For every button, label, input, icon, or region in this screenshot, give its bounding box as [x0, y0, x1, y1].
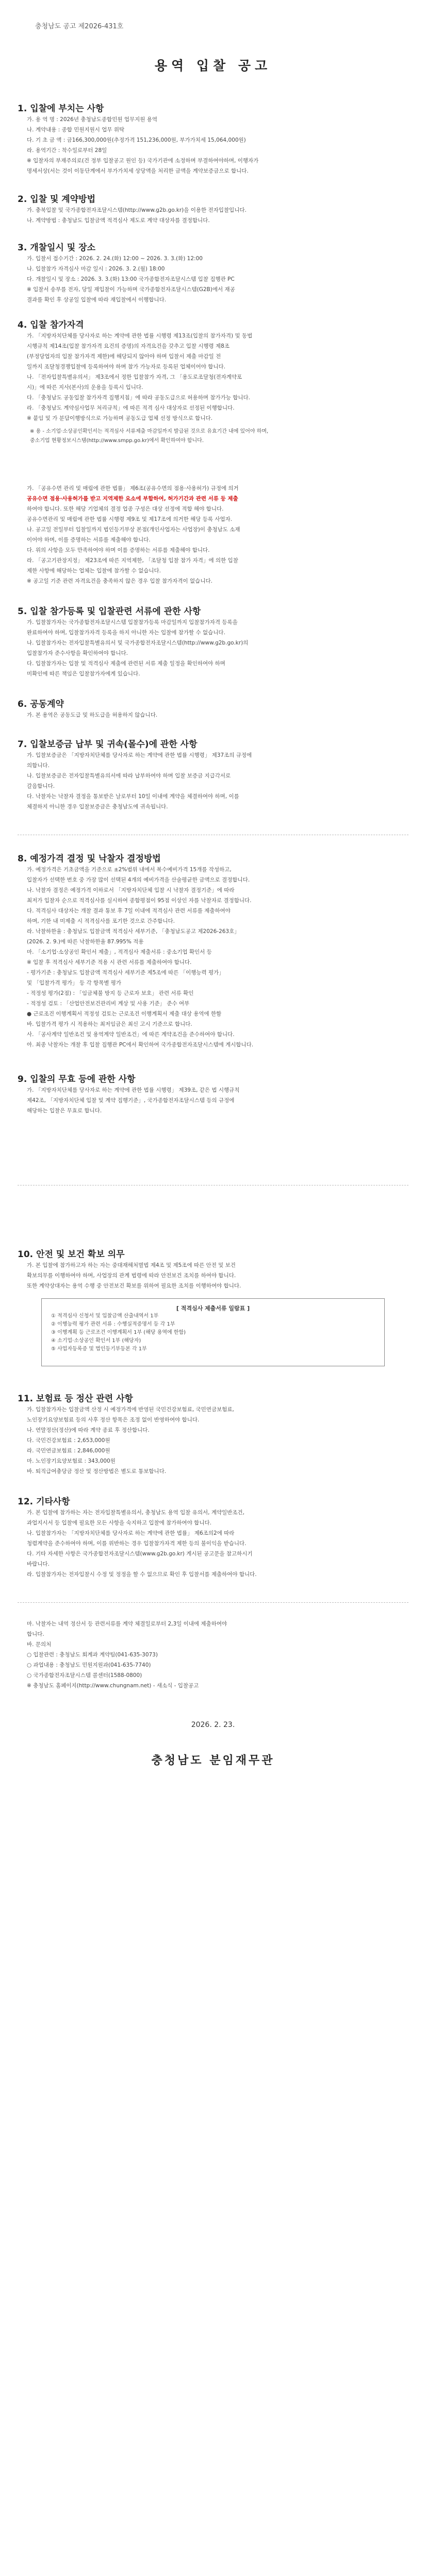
section-4-line: ※ 붙임 및 가 분담이행방식으로 가능하며 공동도급 업체 선정 방식으로 합니다. [27, 415, 212, 421]
section-12b-line: ※ 충청남도 홈페이지(http://www.chungnam.net) - 새소식 - 입찰공고 [27, 1683, 199, 1689]
section-3-line: 다. 개찰일시 및 장소 : 2026. 3. 3.(화) 13:00 국가종합전자조달시스템 입찰 집행관 PC [27, 276, 235, 282]
section-1-line: 라. 용역기간 : 착수일로부터 28일 [27, 147, 107, 154]
section-8-line: 입찰자가 선택한 번호 중 가장 많이 선택된 4개의 예비가격을 산술평균한 금액으로 결정합니다. [27, 877, 250, 883]
section-title-12: 12. 기타사항 [18, 1497, 70, 1507]
section-12-line: 과업지시서 등 입찰에 필요한 모든 사항을 숙지하고 입찰에 참가하여야 합니다. [27, 1520, 211, 1526]
section-8-line: 라. 낙찰하한율 : 충청남도 입찰금액 적격심사 세부기준, 「충청남도공고 제2026-263호」 [27, 928, 240, 935]
section-title-7: 7. 입찰보증금 납부 및 귀속(몰수)에 관한 사항 [18, 739, 198, 750]
section-12b-line: 마. 낙찰자는 내역 정산서 등 관련서류를 계약 체결일로부터 2,3일 이내에 제출하여야 [27, 1621, 227, 1627]
section-5-line: 완료하여야 하며, 입찰참가자격 등록을 하지 아니한 자는 입찰에 참가할 수 없습니다. [27, 630, 225, 636]
section-12-line: 가. 본 입찰에 참가하는 자는 전자입찰특별유의서, 충청남도 용역 입찰 유의서, 계약일반조건, [27, 1510, 245, 1516]
section-title-3: 3. 개찰일시 및 장소 [18, 243, 95, 253]
box-title: [ 적격심사 제출서류 일람표 ] [176, 1305, 250, 1312]
section-3-line: 가. 입찰서 접수기간 : 2026. 2. 24.(화) 12:00 ~ 2026. 3. 3.(화) 12:00 [27, 256, 203, 262]
section-8-line: 마. 「소기업·소상공인 확인서 제출」, 적격심사 제출서류 : 중소기업 확인서 등 [27, 949, 212, 955]
section-title-6: 6. 공동계약 [18, 699, 64, 709]
section-12b-line: 바. 문의처 [27, 1641, 52, 1648]
section-4b-line: 하여야 합니다. 또한 해당 기업체의 결정 업종 구성은 대상 선정에 적합 해야 합니다. [27, 506, 224, 512]
section-8-line: 바. 입찰가격 평가 시 적용하는 최저임금은 최신 고시 기준으로 합니다. [27, 1021, 192, 1027]
section-7-line: 가. 입찰보증금은 「지방자치단체를 당사자로 하는 계약에 관한 법률 시행령」 제37조의 규정에 [27, 752, 252, 758]
section-title-4: 4. 입찰 참가자격 [18, 320, 84, 330]
section-4-line: 다. 「충청남도 공동입찰 참가자격 집행지침」에 따라 공동도급으로 허용하며 참가가능 합니다. [27, 395, 251, 401]
section-12b-line: 합니다. [27, 1631, 44, 1637]
section-7-line: 나. 입찰보증금은 전자입찰특별유의서에 따라 납부하여야 하며 입찰 보증금 지급각서로 [27, 773, 231, 779]
section-8-line: 사. 「공사계약 일반조건 및 용역계약 일반조건」에 따른 계약조건을 준수하여야 합니다. [27, 1031, 235, 1038]
section-11-line: 마. 노인장기요양보험료 : 343,000원 [27, 1458, 116, 1464]
section-2-line: 가. 충북입찰 및 국가종합전자조달시스템(http://www.g2b.go.kr)을 이용한 전자입찰입니다. [27, 207, 247, 213]
section-10-line: 가. 본 입찰에 참가하고자 하는 자는 중대재해처벌법 제4조 및 제5조에 따른 안전 및 보건 [27, 1262, 236, 1268]
section-8-line: 가. 예정가격은 기초금액을 기준으로 ±2%범위 내에서 복수예비가격 15개를 작성하고, [27, 867, 232, 873]
box-line: ⑤ 사업자등록증 및 법인등기부등본 각 1부 [51, 1346, 147, 1352]
section-12b-line: ○ 입찰관련 : 충청남도 회계과 계약팀(041-635-3073) [27, 1652, 158, 1658]
section-12-line: 청렴계약을 준수하여야 하며, 이를 위반하는 경우 입찰참가자격 제한 등의 불이익을 받습니다. [27, 1540, 247, 1547]
section-title-8: 8. 예정가격 결정 및 낙찰자 결정방법 [18, 854, 161, 864]
section-4b-line: 이어야 하며, 이를 증명하는 서류를 제출해야 합니다. [27, 537, 151, 543]
box-line: ① 적격심사 신청서 및 입찰금액 산출내역서 1부 [51, 1313, 159, 1319]
section-4-line: 나. 「전자입찰특별유의서」 제3조에서 정한 입찰참가 자격, 그 「용도로조달청(전자계약포 [27, 374, 242, 380]
section-4b-line: 나. 공고일 전일부터 입찰일까지 법인등기부상 본점(개인사업자는 사업장)이 충청남도 소재 [27, 527, 240, 533]
section-1-line: 나. 계약내용 : 종합 민원지원시 업무 위탁 [27, 127, 125, 133]
section-4b-line: 다. 위의 사항을 모두 만족하여야 하며 이를 증명하는 서류를 제출해야 합니다. [27, 547, 210, 553]
section-3-line: 나. 입찰참가 자격심사 마감 일시 : 2026. 3. 2.(월) 18:00 [27, 266, 165, 272]
section-4-note: ※ 용 - 소기업·소상공인확인서는 적격심사 서류제출 마감일까지 발급된 것으로 유효기간 내에 있어야 하며, [30, 429, 269, 434]
section-8-line: ● 근로조건 이행계획서 적정성 검토는 근로조건 이행계획서 제출 대상 용역에 한함 [27, 1011, 222, 1017]
section-7-line: 다. 낙찰자는 낙찰자 결정을 통보받은 날로부터 10일 이내에 계약을 체결하여야 하며, 이를 [27, 793, 239, 800]
section-4-note: 중소기업 현황정보시스템(http://www.smpp.go.kr)에서 확인하여야 합니다. [30, 438, 204, 444]
section-8-line: ※ 입찰 후 적격심사 세부기준 적용 시 관련 서류를 제출하여야 합니다. [27, 959, 192, 965]
section-4b-line: 공유수면 점용·사용허가를 받고 지역제한 요소에 부합하여, 허가기간과 관련 서류 등 제출 [27, 496, 238, 502]
section-11-line: 다. 국민건강보험료 : 2,653,000원 [27, 1437, 110, 1444]
announcement-date: 2026. 2. 23. [191, 1721, 235, 1729]
section-9-line: 가. 「지방자치단체를 당사자로 하는 계약에 관한 법률 시행령」 제39조, 같은 법 시행규칙 [27, 1087, 240, 1093]
section-5-line: 입찰참가자 준수사항을 확인하여야 합니다. [27, 650, 128, 656]
section-title-5: 5. 입찰 참가등록 및 입찰관련 서류에 관한 사항 [18, 606, 201, 617]
section-8-line: 최저가 입찰자 순으로 적격심사를 실시하여 종합평점이 95점 이상인 자를 낙찰자로 결정합니다. [27, 897, 252, 904]
section-4-line: (부정당업자의 입찰 참가자격 제한)에 해당되지 않아야 하며 입찰서 제출 마감일 전 [27, 353, 221, 360]
section-8-line: - 적정성 평가(2점) : 「임금체불 방지 등 근로자 보호」 관련 서류 확인 [27, 990, 194, 996]
section-4b-line: 가. 「공유수면 관리 및 매립에 관한 법률」 제6조(공유수면의 점용·사용허가) 규정에 의거 [27, 485, 239, 492]
section-2-line: 나. 계약방법 : 충청남도 입찰금액 적격심사 제도로 계약 대상자를 결정합니다. [27, 217, 210, 224]
section-11-line: 바. 퇴직급여충당금 정산 및 정산방법은 별도로 통보합니다. [27, 1468, 167, 1475]
box-line: ③ 이행계획 등 근로조건 이행계획서 1부 (해당 용역에 한함) [51, 1330, 186, 1335]
section-4b-line: 공유수면관리 및 매립에 관한 법률 시행령 제9조 및 제17조에 의거한 해당 등록 사업자. [27, 516, 233, 522]
section-9-line: 해당하는 입찰은 무효로 합니다. [27, 1108, 102, 1114]
section-4-line: 시)」에 따른 지사(본사)의 운용을 등록시 입니다. [27, 384, 143, 391]
section-4-line: 시행규칙 제14조(입찰 참가자격 요건의 증명)의 자격요건을 갖추고 입찰 시행령 제8조 [27, 343, 230, 349]
section-8-line: - 적정성 검토 : 「산업안전보건관리비 계상 및 사용 기준」 준수 여부 [27, 1001, 190, 1007]
section-12-line: 나. 입찰참가자는 「지방자치단체를 당사자로 하는 계약에 관한 법률」 제6조의2에 따라 [27, 1530, 235, 1536]
page-title: 용역 입찰 공고 [154, 58, 272, 73]
section-title-9: 9. 입찰의 무효 등에 관한 사항 [18, 1074, 136, 1084]
section-title-2: 2. 입찰 및 계약방법 [18, 194, 95, 205]
section-10-line: 또한 계약상대자는 용역 수행 중 안전보건 확보를 위하여 필요한 조치를 이행하여야 합니다. [27, 1283, 241, 1289]
divider [18, 1602, 408, 1603]
section-12-line: 라. 입찰참가자는 전자입찰시 수정 및 정정을 할 수 없으므로 확인 후 입찰서를 제출하여야 합니다. [27, 1571, 257, 1578]
section-5-line: 다. 입찰참가자는 입찰 및 적격심사 제출에 관련된 서류 제출 일정을 확인하여야 하며 [27, 660, 225, 667]
section-9-line: 제42조, 「지방자치단체 입찰 및 계약 집행기준」, 국가종합전자조달시스템 등의 규정에 [27, 1097, 235, 1104]
document-number: 충청남도 공고 제2026-431호 [35, 23, 124, 30]
section-1-line: 다. 기 초 금 액 : 금166,300,000원(추정가격 151,236,000원, 부가가치세 15,064,000원) [27, 137, 246, 143]
section-8-line: 다. 적격심사 대상자는 개찰 결과 통보 후 7일 이내에 적격심사 관련 서류를 제출하여야 [27, 908, 231, 914]
section-7-line: 의합니다. [27, 762, 50, 769]
section-12b-line: ○ 국가종합전자조달시스템 콜센터(1588-0800) [27, 1672, 142, 1679]
section-11-line: 가. 입찰참가자는 입찰금액 산정 시 예정가격에 반영된 국민건강보험료, 국민연금보험료, [27, 1406, 234, 1413]
documents-box [41, 1298, 385, 1366]
section-4-line: 일까지 조달청경쟁입찰에 등록하여야 하며 참가 가능자로 등록된 업체이어야 합니다. [27, 364, 226, 370]
section-8-line: 및 「입찰가격 평가」 등 각 항목별 평가 [27, 980, 122, 986]
section-8-line: 하며, 기한 내 미제출 시 적격심사를 포기한 것으로 간주합니다. [27, 918, 175, 924]
section-3-line: 결과를 확인 후 상공일 입찰에 따라 재입찰에서 이행합니다. [27, 297, 167, 303]
box-line: ② 이행능력 평가 관련 서류 : 수행실적증명서 등 각 1부 [51, 1321, 175, 1327]
section-12-line: 바랍니다. [27, 1561, 50, 1567]
section-5-line: 나. 입찰참가자는 전자입찰특별유의서 및 국가종합전자조달시스템(http://www.g2b.go.kr)의 [27, 640, 249, 646]
section-5-line: 가. 입찰참가자는 국가종합전자조달시스템 입찰참가등록 마감일까지 입찰참가자격 등록을 [27, 619, 238, 625]
section-7-line: 체결하지 아니한 경우 입찰보증금은 충청남도에 귀속됩니다. [27, 804, 168, 810]
section-6-line: 가. 본 용역은 공동도급 및 하도급을 허용하지 않습니다. [27, 712, 158, 718]
section-8-line: - 평가기준 : 충청남도 입찰금액 적격심사 세부기준 제5조에 따른 「이행능력 평가」 [27, 970, 224, 976]
section-title-10: 10. 안전 및 보건 확보 의무 [18, 1249, 125, 1260]
section-3-line: ※ 입찰서 송부를 전자, 당일 재입찰이 가능하며 국가종합전자조달시스템(G2B)에서 재공 [27, 286, 235, 293]
section-1-line: ※ 입찰자의 부재주의로(건 정부 입찰공고 원인 등) 국가기관에 소정하며 부결하여야하며, 이행자가 [27, 158, 259, 164]
section-4-line: 가. 「지방자치단체를 당사자로 하는 계약에 관한 법률 시행령 제13조(입찰의 참가자격) 및 동법 [27, 333, 253, 339]
section-1-line: 가. 용 역 명 : 2026년 충청남도종합민원 업무지원 용역 [27, 116, 158, 123]
issuing-organization: 충청남도 분임재무관 [151, 1754, 275, 1767]
section-4-line: 라. 「충청남도 계약심사업무 처리규칙」에 따른 적격 심사 대상자로 선정된 이행합니다. [27, 405, 235, 411]
section-12-line: 다. 기타 자세한 사항은 국가종합전자조달시스템(www.g2b.go.kr) 게시된 공고문을 참고하시기 [27, 1551, 253, 1557]
section-title-1: 1. 입찰에 부치는 사항 [18, 104, 104, 114]
section-11-line: 노인장기요양보험료 등의 사후 정산 항목은 조정 없이 반영하여야 합니다. [27, 1417, 200, 1423]
section-12b-line: ○ 과업내용 : 충청남도 민원지원과(041-635-7740) [27, 1662, 151, 1668]
section-11-line: 라. 국민연금보험료 : 2,846,000원 [27, 1448, 110, 1454]
section-1-line: 명세서상(서는 것이 이동단계에서 부가가치세 상당액을 처리한 금액을 계약보증금으로 합니다. [27, 168, 249, 174]
section-4b-line: 라. 「공고기관장지정」 제23조에 따른 지역제한, 「조달청 입찰 참가 자격」에 의한 입찰 [27, 557, 238, 564]
section-8-line: (2026. 2. 9.)에 따른 낙찰하한율 87.995% 적용 [27, 939, 144, 945]
section-8-line: 나. 낙찰자 결정은 예정가격 이하로서 「지방자치단체 입찰 시 낙찰자 결정기준」에 따라 [27, 887, 235, 893]
box-line: ④ 소기업·소상공인 확인서 1부 (해당자) [51, 1338, 141, 1344]
section-title-11: 11. 보험료 등 정산 관련 사항 [18, 1394, 133, 1404]
section-7-line: 갈음합니다. [27, 783, 55, 789]
section-4b-line: ※ 공고일 기준 관련 자격요건을 충족하지 않은 경우 입찰 참가자격이 없습니다. [27, 578, 212, 584]
section-4b-line: 제한 사항에 해당하는 업체는 입찰에 참가할 수 없습니다. [27, 568, 161, 574]
section-8-line: 아. 최종 낙찰자는 개찰 후 입찰 집행관 PC에서 확인하여 국가종합전자조달시스템에 게시합니다. [27, 1042, 254, 1048]
section-11-line: 나. 연말정산(정산)에 따라 계약 종료 후 정산합니다. [27, 1427, 150, 1433]
section-5-line: 미확인에 따른 책임은 입찰참가자에게 있습니다. [27, 671, 140, 677]
section-10-line: 확보의무를 이행하여야 하며, 사업장의 관계 법령에 따라 안전보건 조치를 하여야 합니다. [27, 1273, 236, 1279]
